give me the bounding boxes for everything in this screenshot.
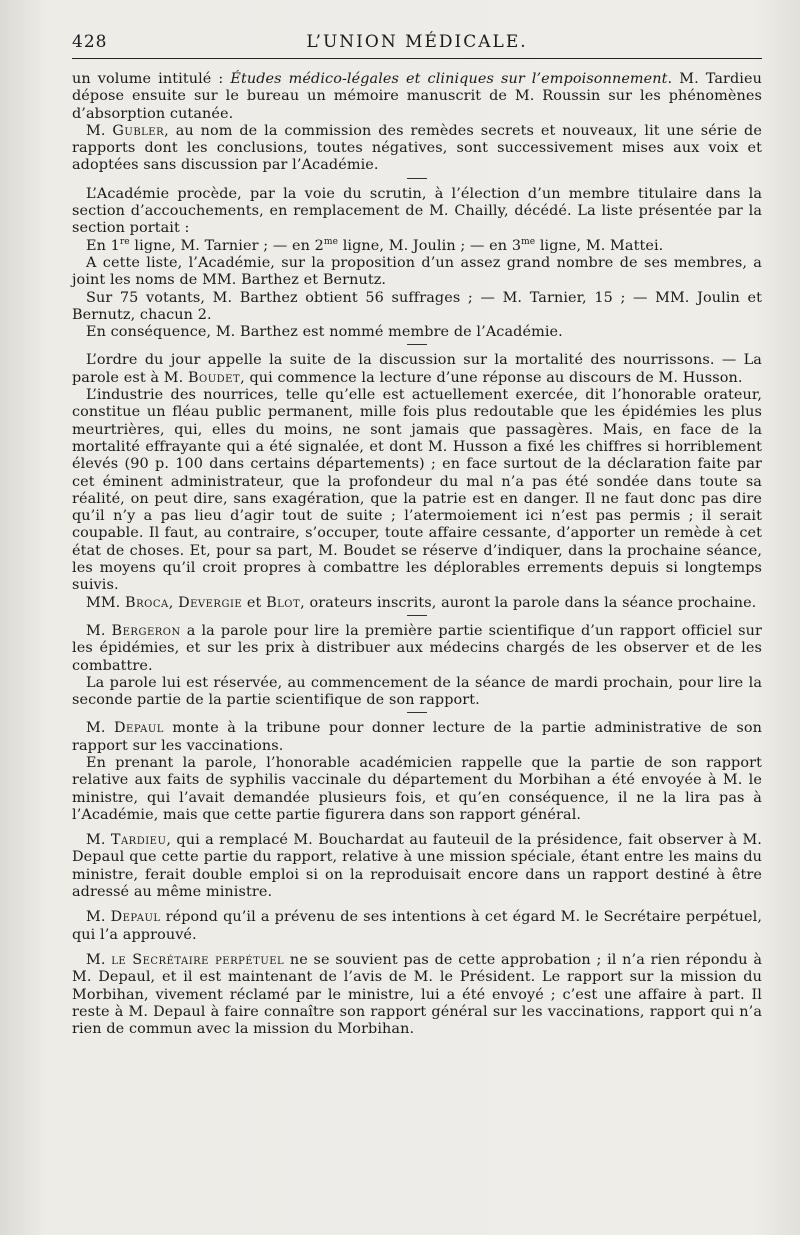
text-run: En conséquence, M. Barthez est nommé membre de l’Académie.: [86, 324, 563, 341]
paragraph: [72, 238, 762, 255]
text-run: et: [242, 594, 267, 611]
text-run: La parole lui est réservée, au commencement de la séance de mardi prochain, pour lire la seconde partie de la partie scientifique de son rapport.: [72, 674, 762, 709]
section-separator: [407, 615, 427, 616]
speaker-name: Depaul: [110, 909, 161, 926]
speaker-name: Devergie: [178, 594, 243, 611]
text-run: ne se souvient pas de cette approbation ; il n’a rien répondu à M. Depaul, et il est maintenant de l’avis de M. le Président. Le rapport sur la mission du Morbihan, vivement réclamé par le ministre, lui a été envoyé ; c’est une affaire à part. Il reste à M. Depaul à faire connaître son rapport général sur les vaccinations, rapport qui n’a rien de commun avec la mission du Morbihan.: [72, 951, 763, 1038]
section-separator: [407, 178, 427, 179]
header-rule: [72, 58, 762, 59]
text-run: ligne, M. Mattei.: [535, 237, 664, 254]
speaker-name: Bergeron: [111, 622, 181, 639]
paragraph: [72, 123, 762, 175]
article-body: [72, 71, 762, 1038]
superscript: re: [119, 236, 130, 247]
superscript: me: [521, 236, 536, 247]
text-run: M.: [86, 622, 112, 639]
section-separator: [407, 712, 427, 713]
text-run: L’ordre du jour appelle la suite de la discussion sur la mortalité des nourrissons. — La parole est à M.: [72, 352, 762, 386]
text-run: M.: [86, 832, 111, 849]
page-number: 428: [72, 32, 108, 52]
text-run: En 1: [86, 237, 120, 254]
paragraph: [72, 623, 762, 675]
paragraph: [72, 755, 762, 824]
text-run: M.: [86, 720, 114, 737]
speaker-name: le Secrétaire perpétuel: [111, 951, 285, 968]
speaker-name: Blot: [266, 594, 301, 611]
speaker-name: Tardieu: [110, 832, 167, 849]
speaker-name: Gubler: [112, 122, 165, 139]
text-run: L’industrie des nourrices, telle qu’elle est actuellement exercée, dit l’honorable orateur, constitue un fléau public permanent, mille fois plus redoutable que les épidémies les plus meurtrières, qui, elles du moins, ne sont jamais que passagères. Mais, en face de la mortalité effrayante qui a été signalée, et dont M. Husson a fixé les chiffres si horriblement élevés (90 p. 100 dans certains départements) ; en face surtout de la déclaration faite par cet éminent administrateur, que la profondeur du mal n’a pas été sondée dans toute sa réalité, on peut dire, sans exagération, que la patrie est en danger. Il ne faut donc pas dire qu’il n’y a pas lieu d’agir tout de suite ; l’atermoiement ici n’est pas permis ; il serait coupable. Il faut, au contraire, s’occuper, toute affaire cessante, d’apporter un remède à cet état de choses. Et, pour sa part, M. Boudet se réserve d’indiquer, dans la prochaine séance, les moyens qu’il croit propres à combattre les déplorables errements depuis si longtemps suivis.: [72, 387, 762, 594]
text-run: , au nom de la commission des remèdes secrets et nouveaux, lit une série de rapports dont les conclusions, toutes négatives, sont successivement mises aux voix et adoptées sans discussion par l’Académie.: [72, 122, 762, 174]
running-head: [72, 24, 762, 58]
speaker-name: Boudet: [187, 369, 241, 386]
paragraph: [72, 720, 762, 755]
paragraph: [72, 71, 762, 123]
book-title: Études médico-légales et cliniques sur l’empoisonnement: [230, 71, 668, 87]
speaker-name: Broca: [125, 594, 169, 611]
paragraph: [72, 186, 762, 238]
paragraph: [72, 324, 762, 341]
text-run: un volume intitulé :: [72, 71, 231, 87]
text-run: M.: [86, 909, 111, 926]
spacer: [72, 944, 762, 952]
paragraph: [72, 832, 762, 901]
text-run: monte à la tribune pour donner lecture de la partie administrative de son rapport sur les vaccinations.: [72, 720, 763, 754]
text-run: A cette liste, l’Académie, sur la proposition d’un assez grand nombre de ses membres, a joint les noms de MM. Barthez et Bernutz.: [72, 254, 762, 289]
text-run: , qui commence la lecture d’une réponse au discours de M. Husson.: [240, 369, 743, 386]
text-run: répond qu’il a prévenu de ses intentions à cet égard M. le Secrétaire perpétuel, qui l’a approuvé.: [72, 909, 762, 943]
text-run: MM.: [86, 594, 126, 611]
text-run: , orateurs inscrits, auront la parole dans la séance prochaine.: [300, 594, 757, 611]
paragraph: [72, 952, 762, 1038]
paragraph: [72, 595, 762, 612]
text-run: ,: [168, 594, 179, 611]
text-run: L’Académie procède, par la voie du scrutin, à l’élection d’un membre titulaire dans la section d’accouchements, en remplacement de M. Chailly, décédé. La liste présentée par la section portait :: [72, 185, 762, 237]
text-run: , qui a remplacé M. Bouchardat au fauteuil de la présidence, fait observer à M. Depaul que cette partie du rapport, relative à une mission spéciale, étant entre les mains du ministre, ferait double emploi si on la reproduisait encore dans un rapport destiné à être adressé au même ministre.: [72, 832, 762, 901]
text-run: a la parole pour lire la première partie scientifique d’un rapport officiel sur les épidémies, et sur les prix à distribuer aux médecins chargés de les observer et de les combattre.: [72, 622, 763, 674]
text-run: M.: [86, 122, 113, 139]
superscript: me: [323, 236, 339, 247]
spacer: [72, 824, 762, 832]
paragraph: [72, 290, 762, 325]
text-run: . M. Tardieu dépose ensuite sur le bureau un mémoire manuscrit de M. Roussin sur les phénomènes d’absorption cutanée.: [72, 71, 762, 122]
speaker-name: Depaul: [114, 720, 164, 737]
section-separator: [407, 344, 427, 345]
text-run: En prenant la parole, l’honorable académicien rappelle que la partie de son rapport relative aux faits de syphilis vaccinale du département du Morbihan a été envoyée à M. le ministre, qui l’avait demandée plusieurs fois, et qu’en conséquence, il ne la lira pas à l’Académie, mais que cette partie figurera dans son rapport général.: [72, 754, 762, 823]
text-run: Sur 75 votants, M. Barthez obtient 56 suffrages ; — M. Tarnier, 15 ; — MM. Joulin et Bernutz, chacun 2.: [72, 289, 762, 323]
text-run: ligne, M. Tarnier ; — en 2: [129, 237, 324, 254]
paragraph: [72, 909, 762, 944]
paragraph: [72, 387, 762, 595]
paragraph: [72, 255, 762, 290]
paragraph: [72, 675, 762, 710]
paragraph: [72, 352, 762, 387]
text-run: M.: [86, 951, 112, 968]
text-run: ligne, M. Joulin ; — en 3: [338, 237, 522, 254]
journal-title: L’UNION MÉDICALE.: [306, 32, 528, 52]
